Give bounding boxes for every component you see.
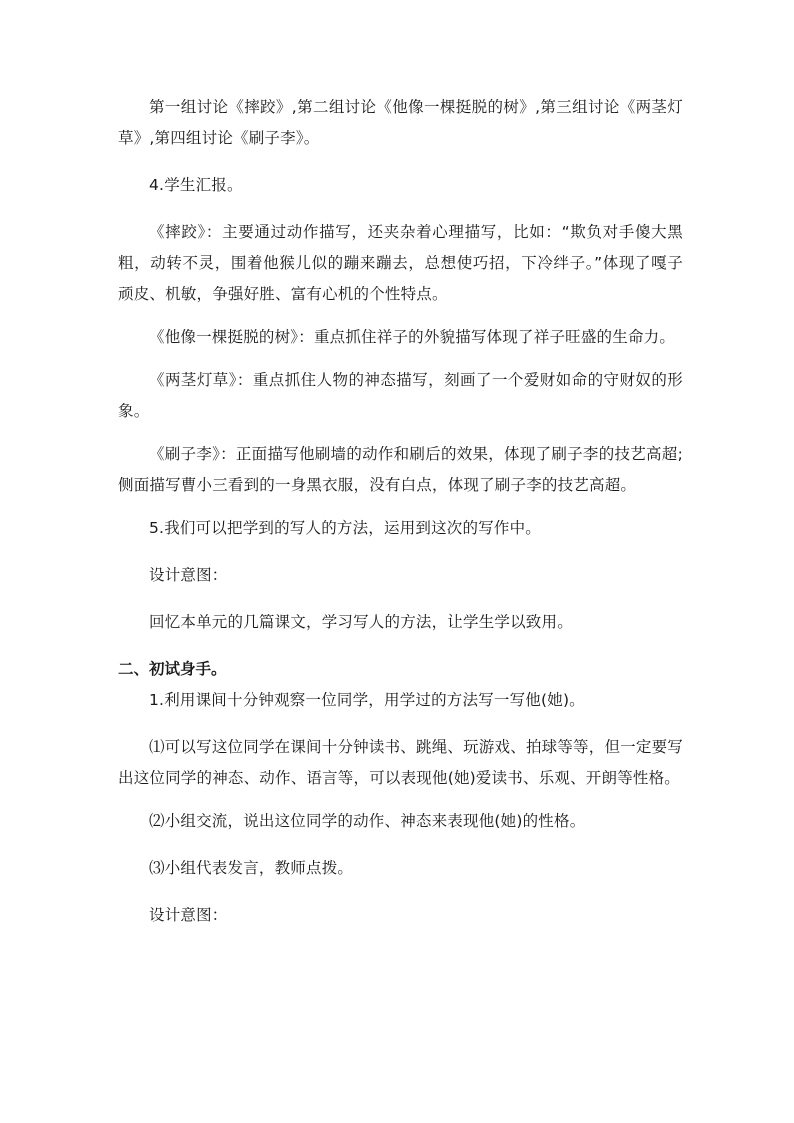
paragraph-observe-classmate: 1.利用课间十分钟观察一位同学，用学过的方法写一写他(她)。: [149, 691, 585, 709]
document-body: [118, 92, 683, 931]
paragraph-step-3: ⑶小组代表发言，教师点拨。: [149, 859, 354, 877]
paragraph-apply-methods: 5.我们可以把学到的写人的方法，运用到这次的写作中。: [149, 519, 541, 537]
paragraph-brush-li: 《刷子李》：正面描写他刷墙的动作和刷后的效果，体现了刷子李的技艺高超;侧面描写曹小三看到的一身黑衣服，没有白点，体现了刷子李的技艺高超。: [118, 445, 683, 494]
paragraph-student-report: 4.学生汇报。: [149, 176, 243, 194]
paragraph-group-discussion: 第一组讨论《摔跤》,第二组讨论《他像一棵挺脱的树》,第三组讨论《两茎灯草》,第四组讨论《刷子李》。: [118, 98, 683, 147]
paragraph-wrestling: 《摔跤》：主要通过动作描写，还夹杂着心理描写，比如：“欺负对手傻大黑粗，动转不灵，围着他猴儿似的蹦来蹦去，总想使巧招，下冷绊子。”体现了嘎子顽皮、机敏，争强好胜、富有心机的个性特点。: [118, 223, 683, 303]
paragraph-design-intent: 回忆本单元的几篇课文，学习写人的方法，让学生学以致用。: [149, 613, 573, 631]
paragraph-design-intent-label-2: 设计意图：: [149, 906, 228, 924]
paragraph-design-intent-label: 设计意图：: [149, 566, 228, 584]
paragraph-tree: 《他像一棵挺脱的树》：重点抓住祥子的外貌描写体现了祥子旺盛的生命力。: [149, 328, 676, 346]
paragraph-step-2: ⑵小组交流，说出这位同学的动作、神态来表现他(她)的性格。: [149, 812, 586, 830]
paragraph-lamp-wicks: 《两茎灯草》：重点抓住人物的神态描写，刻画了一个爱财如命的守财奴的形象。: [118, 371, 683, 420]
paragraph-step-1: ⑴可以写这位同学在课间十分钟读书、跳绳、玩游戏、拍球等等，但一定要写出这位同学的神态、动作、语言等，可以表现他(她)爱读书、乐观、开朗等性格。: [118, 738, 683, 787]
section-heading: 二、初试身手。: [118, 660, 227, 678]
